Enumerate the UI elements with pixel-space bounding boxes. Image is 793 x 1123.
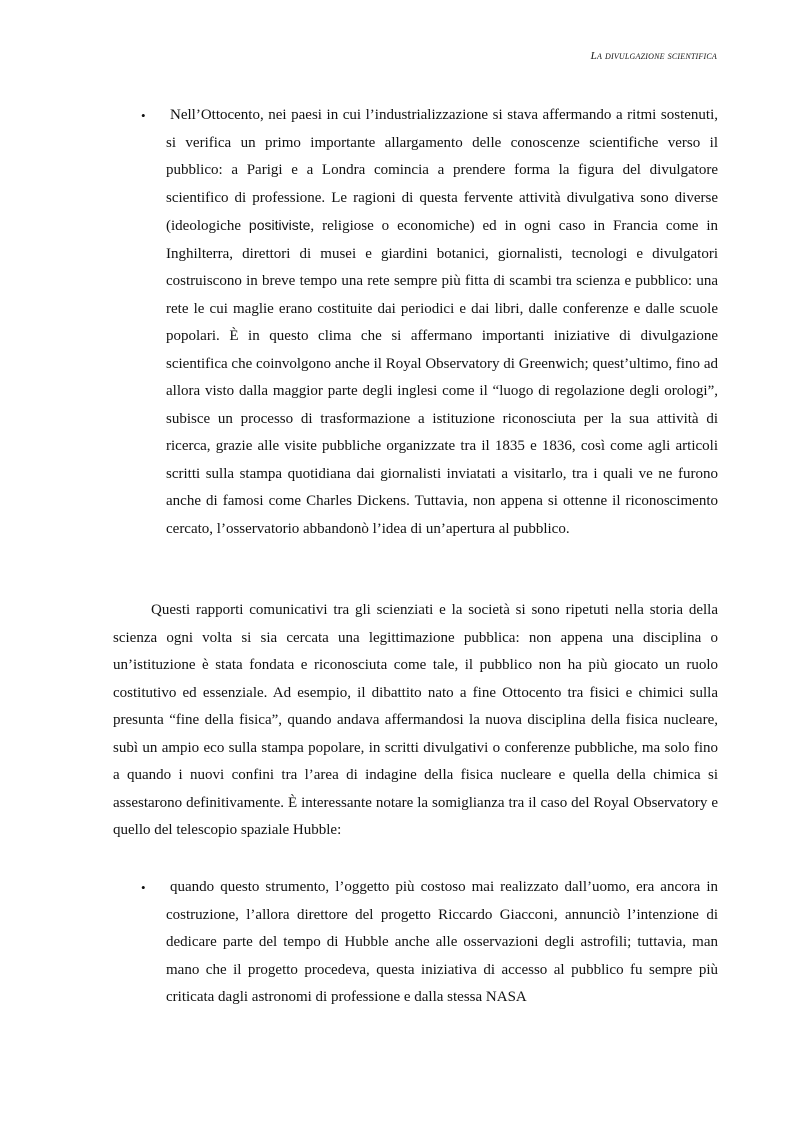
highlight-word-positiviste: positiviste (248, 217, 311, 233)
bullet-text: quando questo strumento, l’oggetto più costoso mai realizzato dall’uomo, era ancora in costruzione, l’allora direttore del progetto Riccardo Giacconi, annunciò l’intenzione di dedicare parte del tempo di Hubble anche alle osservazioni degli astrofili; tuttavia, man mano che il progetto procedeva, questa iniziativa di accesso al pubblico fu sempre più criticata dagli astronomi di professione e dalla stessa NASA (166, 879, 718, 1005)
bullet-text-part1: Nell’Ottocento, nei paesi in cui l’industrializzazione si stava affermando a ritmi sostenuti, si verifica un primo importante allargamento delle conoscenze scientifiche verso il pubblico: a Parigi e a Londra comincia a prendere forma la figura del divulgatore scientifico di professione. Le ragioni di questa fervente attività divulgativa sono diverse (ideologiche (166, 107, 718, 234)
bullet-item-ottocento (113, 102, 718, 543)
body-paragraph: Questi rapporti comunicativi tra gli scienziati e la società si sono ripetuti nella storia della scienza ogni volta si sia cercata una legittimazione pubblica: non appena una disciplina o un’istituzione è stata fondata e riconosciuta come tale, il pubblico non ha più giocato un ruolo costitutivo ed essenziale. Ad esempio, il dibattito nato a fine Ottocento tra fisici e chimici sulla presunta “fine della fisica”, quando andava affermandosi la nuova disciplina della fisica nucleare, subì un ampio eco sulla stampa popolare, in scritti divulgativi o conferenze pubbliche, ma solo fino a quando i nuovi confini tra l’area di indagine della fisica nucleare e quella della chimica si assestarono definitivamente. È interessante notare la somiglianza tra il caso del Royal Observatory e quello del telescopio spaziale Hubble: (113, 602, 718, 838)
bullet-text (166, 102, 718, 543)
bullet-text-part2: , religiose o economiche) ed in ogni caso in Francia come in Inghilterra, direttori di musei e giardini botanici, giornalisti, tecnologi e divulgatori costruiscono in breve tempo una rete sempre più fitta di scambi tra scienza e pubblico: una rete le cui maglie erano costituite dai periodici e dai libri, dalle conferenze e dalle scuole popolari. È in questo clima che si affermano importanti iniziative di divulgazione scientifica che coinvolgono anche il Royal Observatory di Greenwich; quest’ultimo, fino ad allora visto dalla maggior parte degli inglesi come il “luogo di regolazione degli orologi”, subisce un processo di trasformazione a istituzione riconosciuta per la sua attività di ricerca, grazie alle visite pubbliche organizzate tra il 1835 e 1836, così come agli articoli scritti sulla stampa quotidiana dai giornalisti inviatati a visitarlo, tra i quali ve ne furono anche di famosi come Charles Dickens. Tuttavia, non appena si ottenne il riconoscimento cercato, l’osservatorio abbandonò l’idea di un’apertura al pubblico. (166, 218, 718, 537)
bullet-icon: • (141, 108, 146, 123)
bullet-item-hubble (113, 874, 718, 1012)
bullet-icon: • (141, 880, 146, 895)
running-header: La divulgazione scientifica (590, 50, 717, 62)
